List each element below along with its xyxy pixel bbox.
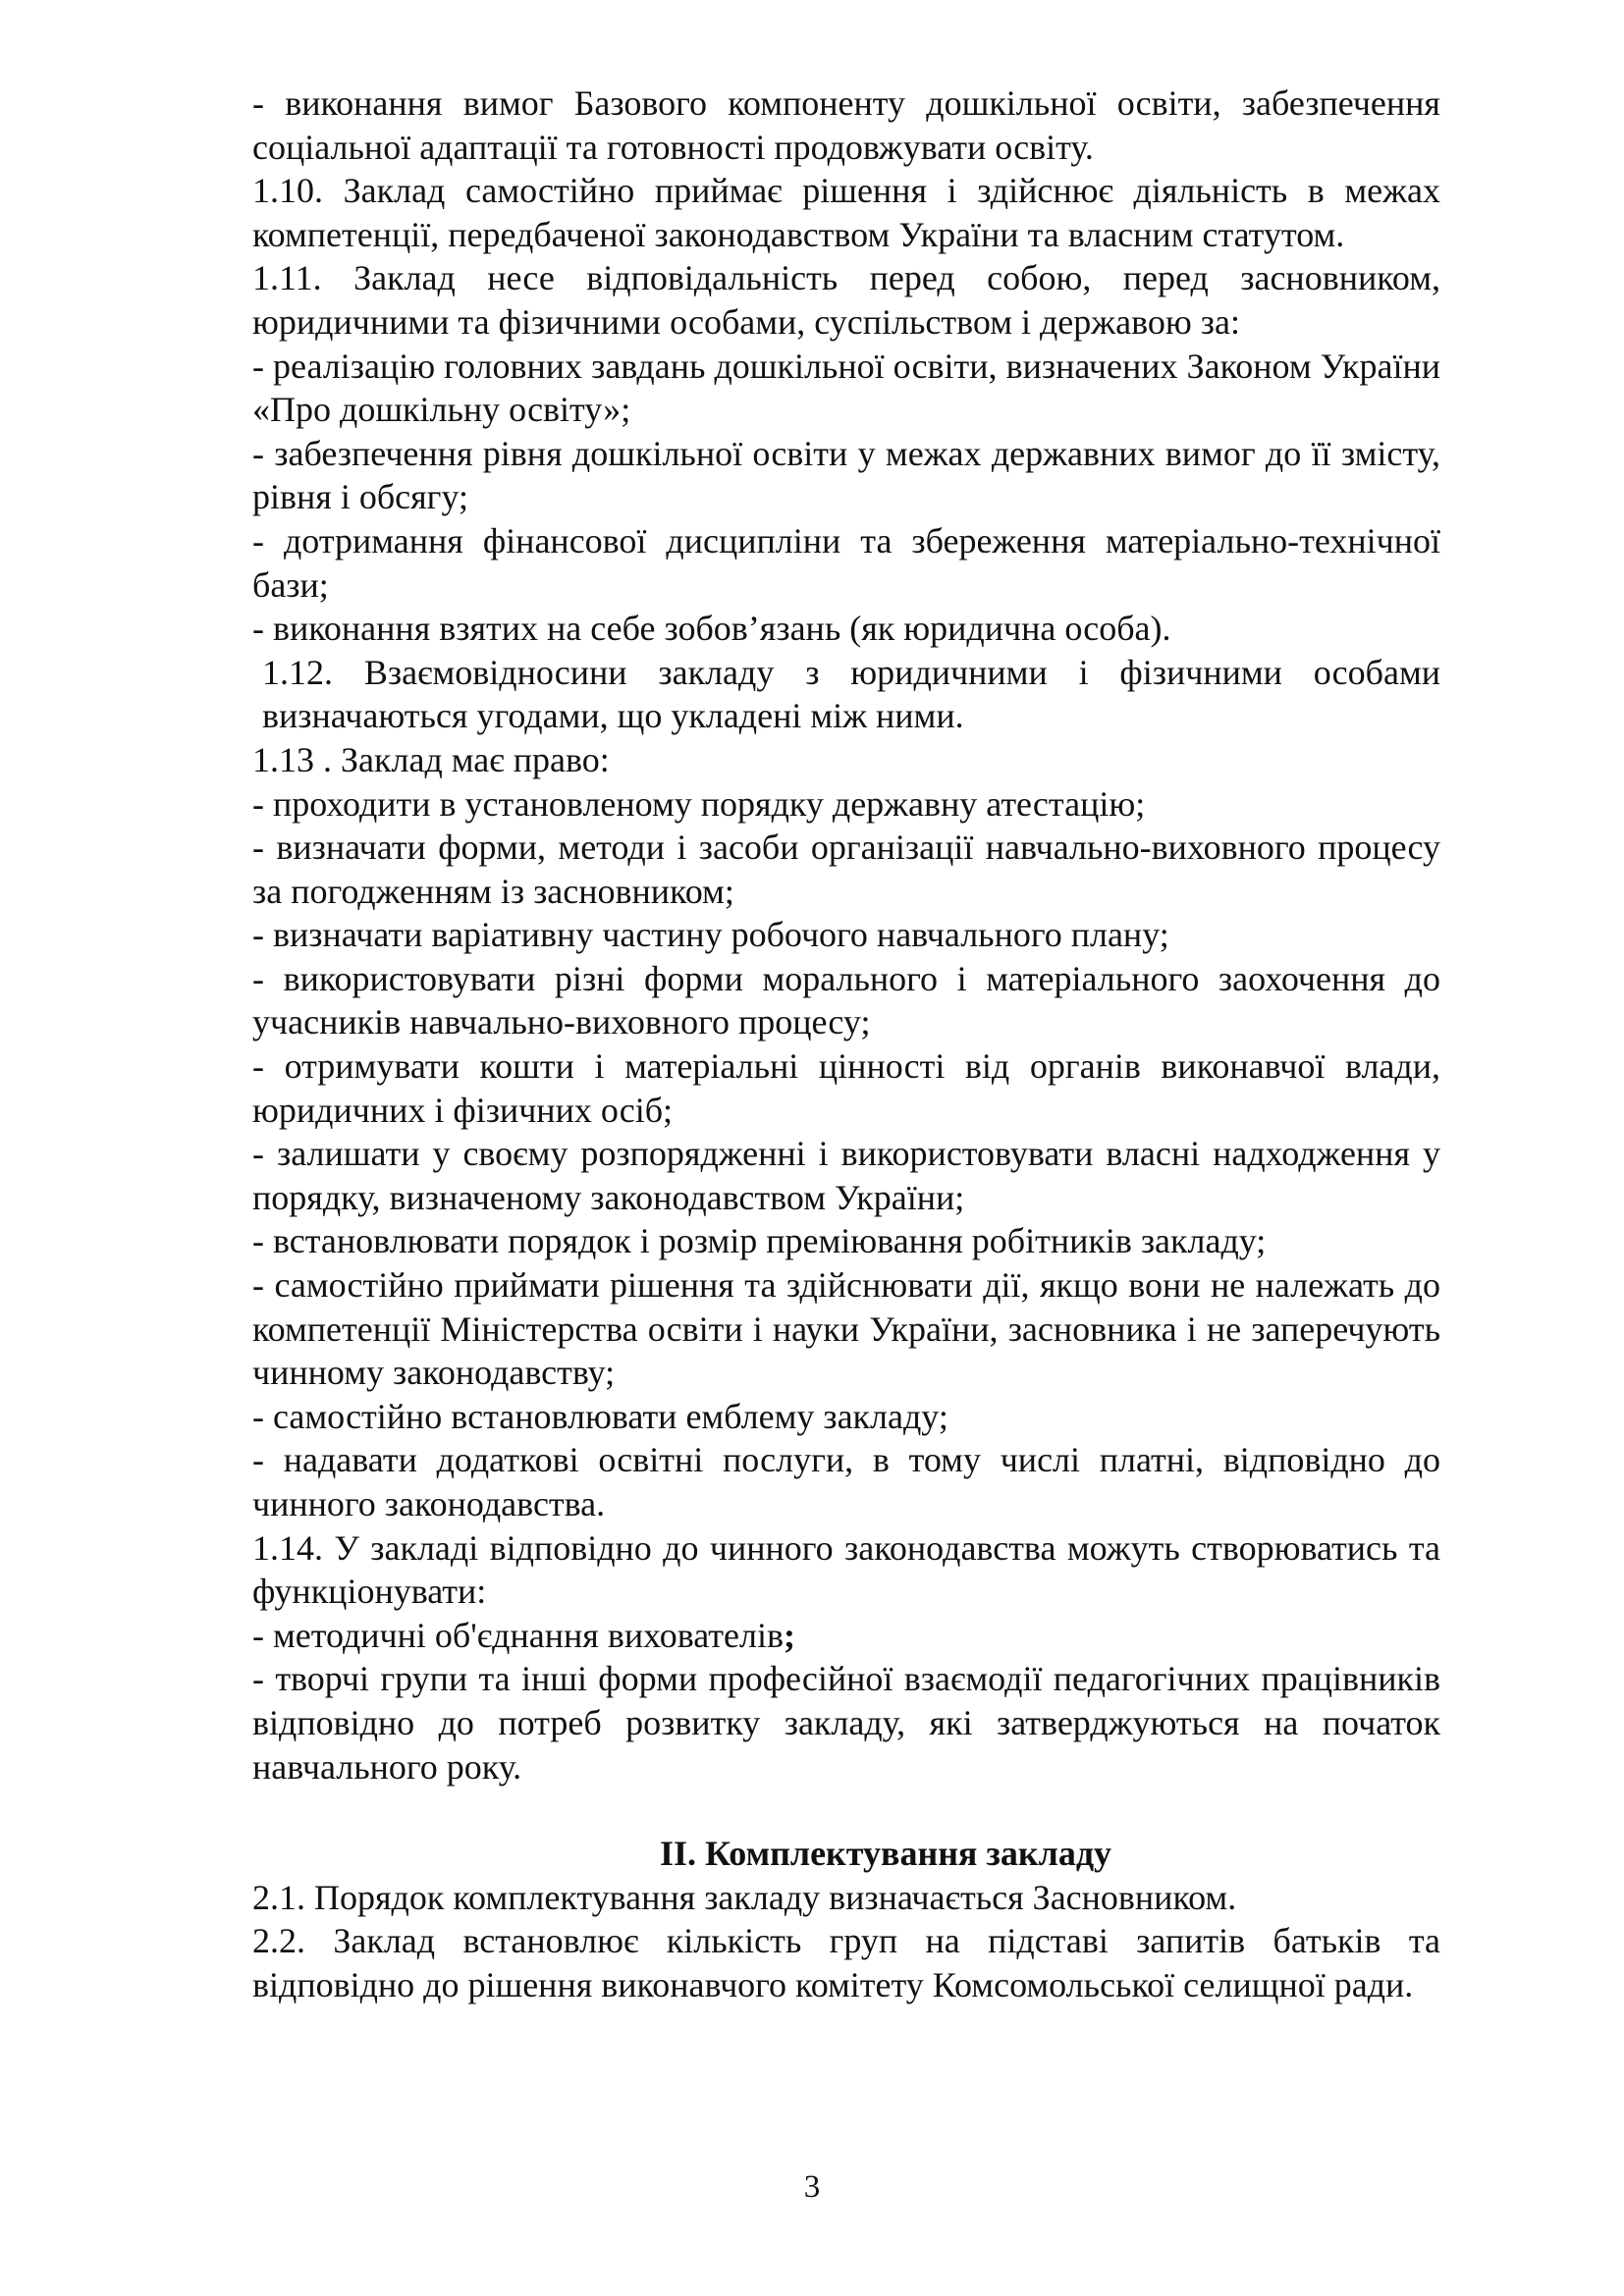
- list-item: - визначати форми, методи і засоби організації навчально-виховного процесу за погодженням із засновником;: [252, 828, 1440, 911]
- document-page: [252, 81, 1440, 2007]
- paragraph-1: - виконання вимог Базового компоненту дошкільної освіти, забезпечення соціальної адаптації та готовності продовжувати освіту.: [252, 83, 1440, 167]
- list-item: - отримувати кошти і матеріальні цінності від органів виконавчої влади, юридичних і фізичних осіб;: [252, 1046, 1440, 1130]
- section-heading: ІІ. Комплектування закладу: [659, 1834, 1112, 1874]
- list-item: - залишати у своєму розпорядженні і використовувати власні надходження у порядку, визначеному законодавством України;: [252, 1134, 1440, 1217]
- methodical-item-text: - методичні об'єднання вихователів: [252, 1615, 784, 1655]
- list-item: - визначати варіативну частину робочого навчального плану;: [252, 915, 1169, 955]
- page-number: 3: [803, 2169, 821, 2205]
- paragraph-1-10: 1.10. Заклад самостійно приймає рішення і здійснює діяльність в межах компетенції, передбаченої законодавством України та власним статутом.: [252, 171, 1440, 254]
- methodical-item-end: ;: [783, 1615, 795, 1655]
- paragraph-1-14: 1.14. У закладі відповідно до чинного законодавства можуть створюватись та функціонувати:: [252, 1527, 1440, 1612]
- paragraph-1-11: 1.11. Заклад несе відповідальність перед собою, перед засновником, юридичними та фізичними особами, суспільством і державою за:: [252, 258, 1440, 342]
- list-item: - самостійно встановлювати емблему закладу;: [252, 1396, 948, 1436]
- list-item: - встановлювати порядок і розмір преміювання робітників закладу;: [252, 1221, 1267, 1261]
- list-item: - реалізацію головних завдань дошкільної освіти, визначених Законом України «Про дошкільну освіту»;: [252, 346, 1440, 430]
- list-item: - забезпечення рівня дошкільної освіти у межах державних вимог до її змісту, рівня і обсягу;: [252, 433, 1440, 517]
- list-item-methodical: [252, 1614, 1440, 1658]
- list-item: - самостійно приймати рішення та здійснювати дії, якщо вони не належать до компетенції Міністерства освіти і науки України, засновника і не заперечують чинному законодавству;: [252, 1265, 1440, 1393]
- list-item: - проходити в установленому порядку державну атестацію;: [252, 783, 1146, 824]
- paragraph-1-12: 1.12. Взаємовідносини закладу з юридичними і фізичними особами визначаються угодами, що укладені між ними.: [262, 652, 1440, 736]
- list-item-creative-groups: - творчі групи та інші форми професійної взаємодії педагогічних працівників відповідно до потреб розвитку закладу, які затверджуються на початок навчального року.: [252, 1659, 1440, 1787]
- paragraph-1-13: 1.13 . Заклад має право:: [252, 739, 610, 779]
- paragraph-2-2: 2.2. Заклад встановлює кількість груп на підставі запитів батьків та відповідно до рішення виконавчого комітету Комсомольської селищної ради.: [252, 1921, 1440, 2004]
- list-item: - надавати додаткові освітні послуги, в тому числі платні, відповідно до чинного законодавства.: [252, 1440, 1440, 1523]
- list-item: - дотримання фінансової дисципліни та збереження матеріально-технічної бази;: [252, 520, 1440, 605]
- list-item: - використовувати різні форми морального і матеріального заохочення до учасників навчально-виховного процесу;: [252, 958, 1440, 1042]
- list-item: - виконання взятих на себе зобов’язань (як юридична особа).: [252, 609, 1171, 649]
- paragraph-2-1: 2.1. Порядок комплектування закладу визначається Засновником.: [252, 1877, 1237, 1917]
